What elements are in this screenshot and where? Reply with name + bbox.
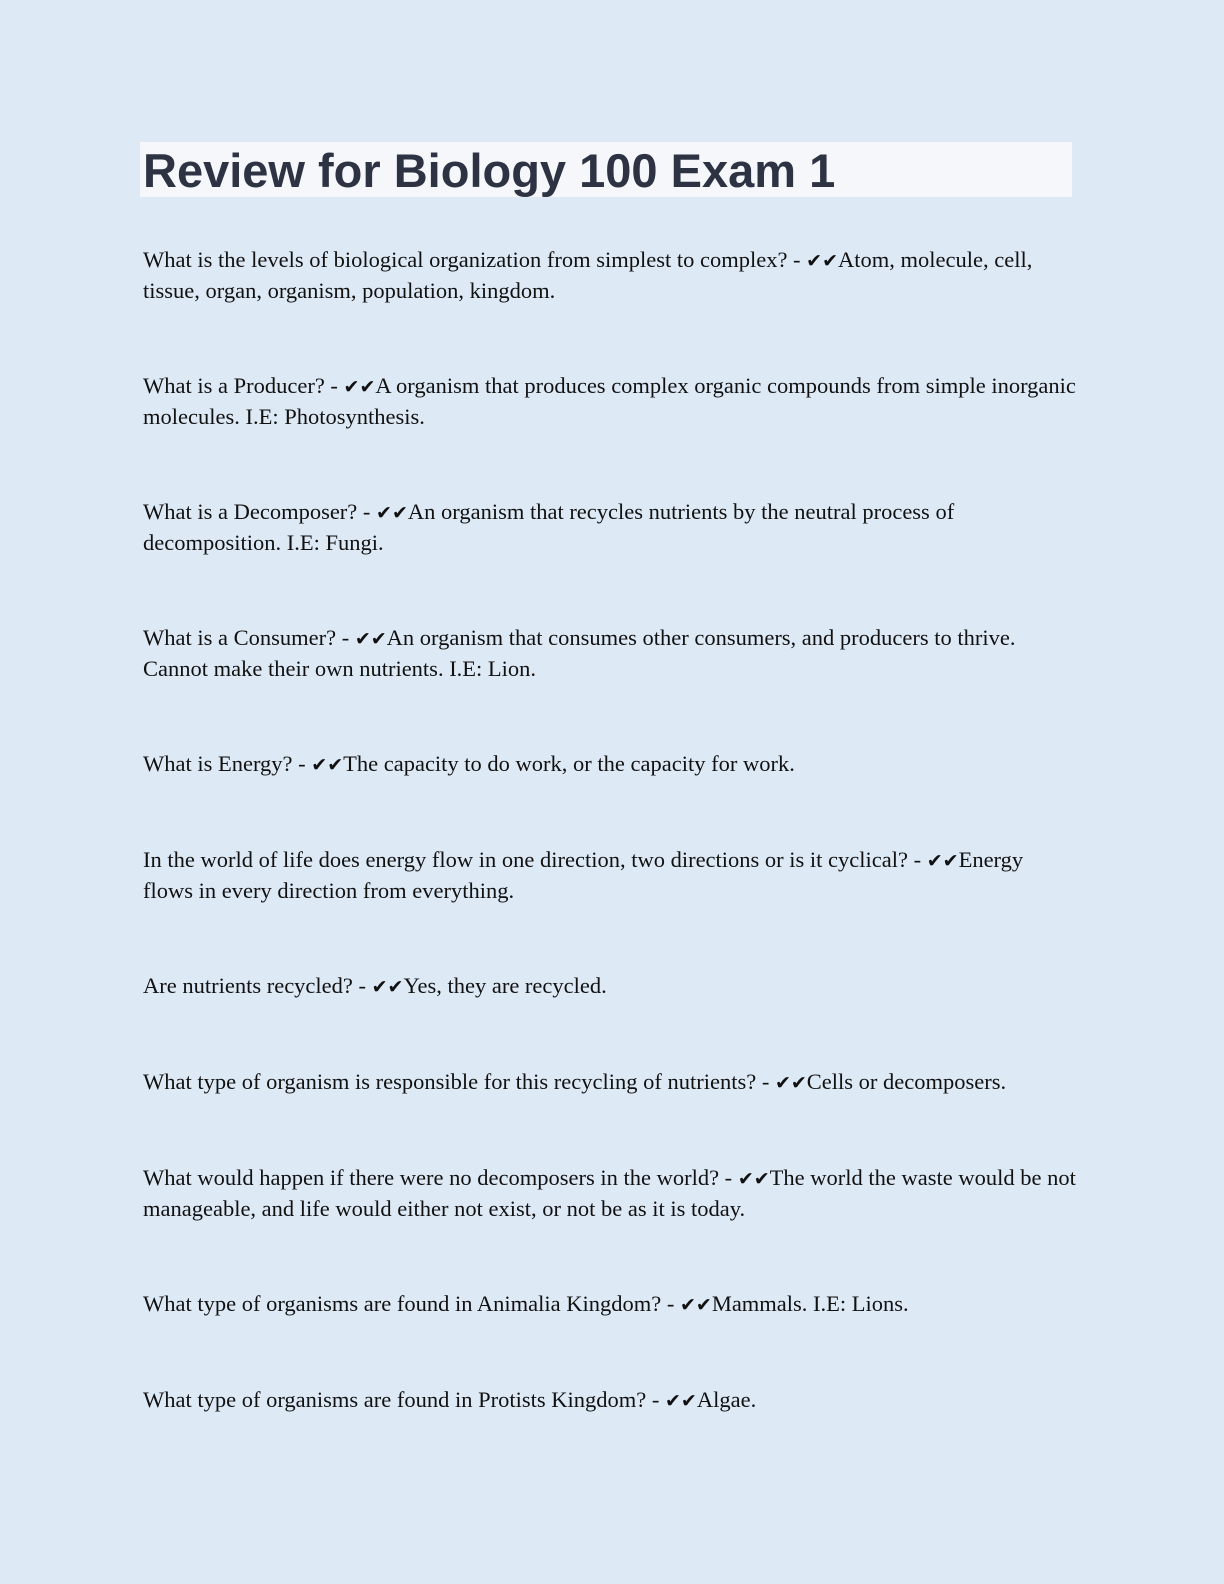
check-icon: ✔✔ bbox=[926, 850, 959, 872]
answer: Yes, they are recycled. bbox=[403, 973, 607, 998]
check-icon: ✔✔ bbox=[343, 376, 376, 398]
qa-item bbox=[143, 971, 1078, 1002]
answer: An organism that consumes other consumers, and producers to thrive. Cannot make their own nutrients. I.E: Lion. bbox=[143, 625, 1016, 681]
qa-item bbox=[143, 1289, 1078, 1320]
question: Are nutrients recycled? - bbox=[143, 973, 372, 998]
qa-item bbox=[143, 1163, 1078, 1224]
qa-item bbox=[143, 749, 1078, 780]
check-icon: ✔✔ bbox=[376, 502, 408, 524]
qa-item bbox=[143, 623, 1078, 684]
question: What is a Consumer? - bbox=[143, 625, 355, 650]
question: In the world of life does energy flow in one direction, two directions or is it cyclical? - bbox=[143, 847, 927, 872]
check-icon: ✔✔ bbox=[311, 754, 344, 776]
answer: A organism that produces complex organic compounds from simple inorganic molecules. I.E: Photosynthesis. bbox=[143, 373, 1076, 429]
check-icon: ✔✔ bbox=[806, 250, 839, 272]
title-box bbox=[140, 142, 1072, 197]
question: What type of organisms are found in Animalia Kingdom? - bbox=[143, 1291, 680, 1316]
qa-item bbox=[143, 1385, 1078, 1416]
check-icon: ✔✔ bbox=[371, 976, 404, 998]
answer: Cells or decomposers. bbox=[806, 1069, 1007, 1094]
qa-item bbox=[143, 1067, 1078, 1098]
check-icon: ✔✔ bbox=[354, 628, 387, 650]
check-icon: ✔✔ bbox=[679, 1294, 712, 1316]
question: What type of organism is responsible for this recycling of nutrients? - bbox=[143, 1069, 775, 1094]
answer: Algae. bbox=[696, 1387, 757, 1412]
qa-item bbox=[143, 497, 1078, 558]
answer: The capacity to do work, or the capacity for work. bbox=[343, 751, 795, 776]
answer: The world the waste would be not manageable, and life would either not exist, or not be as it is today. bbox=[143, 1165, 1076, 1221]
qa-list bbox=[143, 245, 1078, 1481]
check-icon: ✔✔ bbox=[774, 1072, 807, 1094]
page-title: Review for Biology 100 Exam 1 bbox=[143, 144, 836, 197]
answer: Mammals. I.E: Lions. bbox=[711, 1291, 909, 1316]
question: What is the levels of biological organization from simplest to complex? - bbox=[143, 247, 807, 272]
question: What is a Producer? - bbox=[143, 373, 344, 398]
question: What would happen if there were no decomposers in the world? - bbox=[143, 1165, 738, 1190]
qa-item bbox=[143, 245, 1078, 306]
answer: Energy flows in every direction from everything. bbox=[143, 847, 1024, 903]
question: What is Energy? - bbox=[143, 751, 312, 776]
question: What type of organisms are found in Protists Kingdom? - bbox=[143, 1387, 666, 1412]
qa-item bbox=[143, 371, 1078, 432]
answer: An organism that recycles nutrients by the neutral process of decomposition. I.E: Fungi. bbox=[143, 499, 955, 555]
qa-item bbox=[143, 845, 1078, 906]
question: What is a Decomposer? - bbox=[143, 499, 377, 524]
check-icon: ✔✔ bbox=[737, 1168, 770, 1190]
check-icon: ✔✔ bbox=[665, 1390, 697, 1412]
answer: Atom, molecule, cell, tissue, organ, organism, population, kingdom. bbox=[143, 247, 1033, 303]
